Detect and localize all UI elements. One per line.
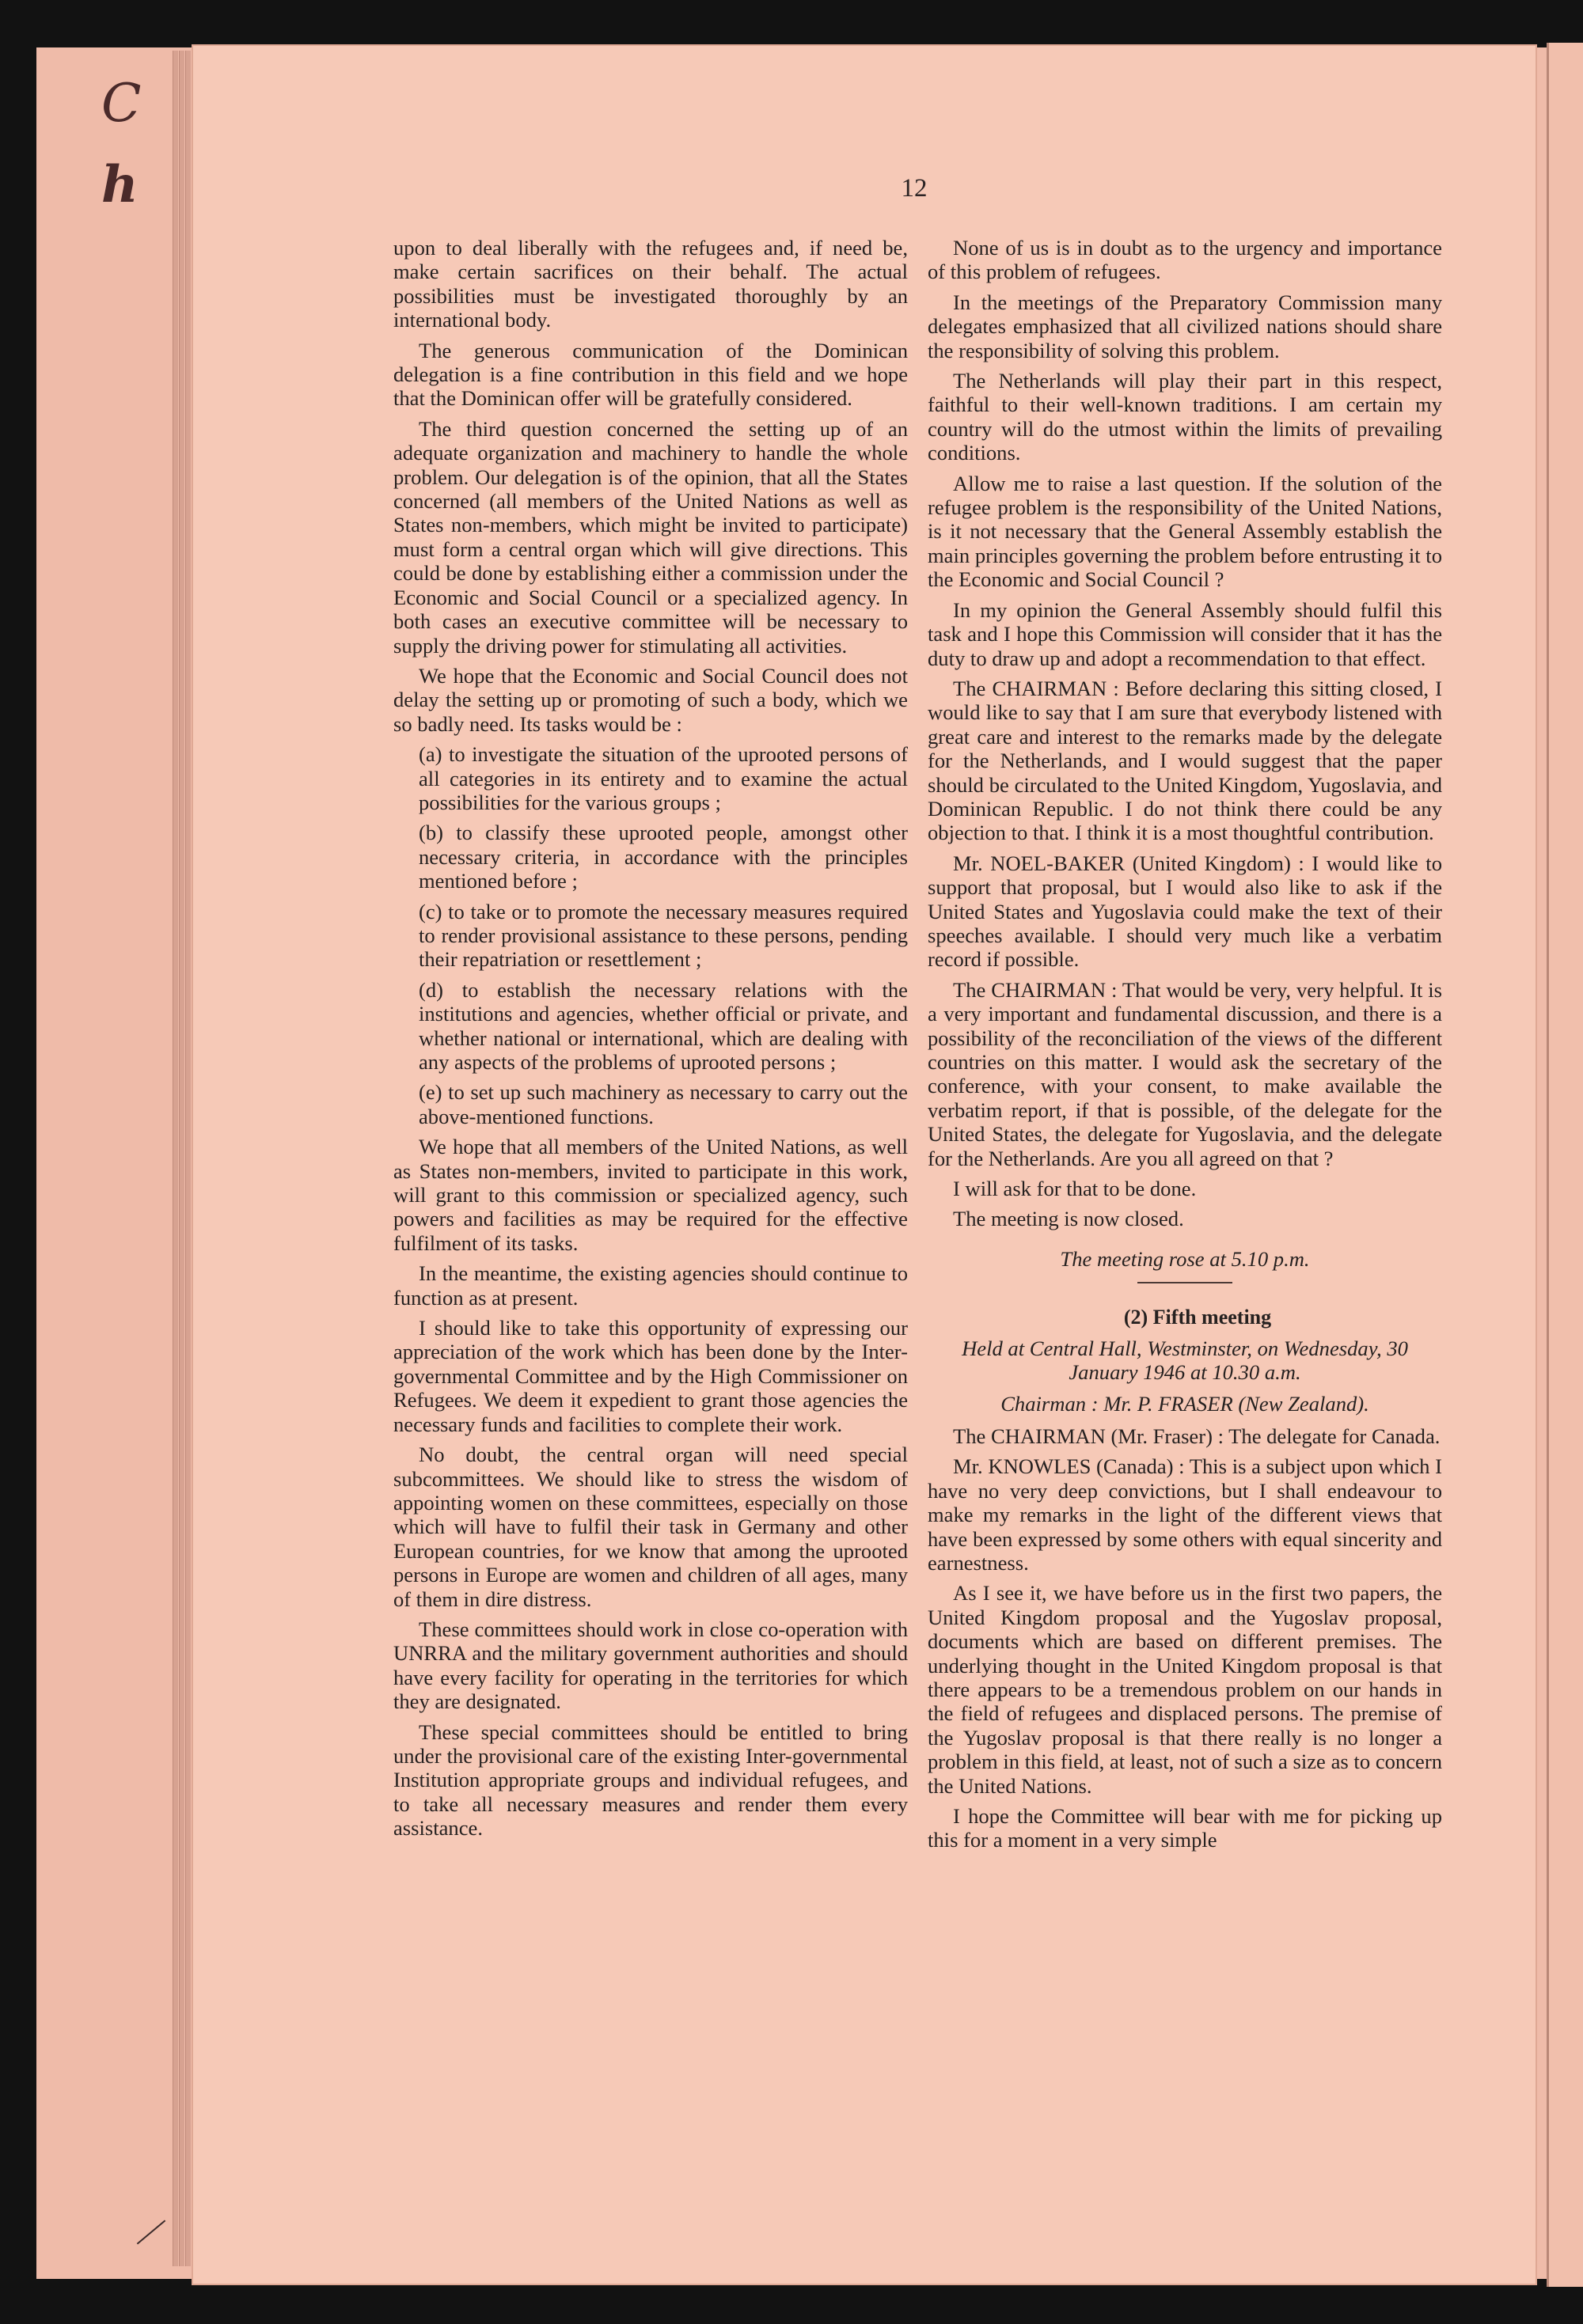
list-item: (e) to set up such machinery as necessary to carry out the above-mentioned functions. [419, 1080, 908, 1128]
paragraph: upon to deal liberally with the refugees and, if need be, make certain sacrifices on their behalf. The actual possibilities must be investigated thoroughly by an international body. [393, 236, 908, 332]
meeting-location: Held at Central Hall, Westminster, on Wednesday, 30 January 1946 at 10.30 a.m. [962, 1336, 1408, 1385]
page-edge [173, 51, 178, 2266]
page-edge [185, 51, 191, 2266]
paragraph: None of us is in doubt as to the urgency and importance of this problem of refugees. [928, 236, 1442, 284]
list-item: (a) to investigate the situation of the uprooted persons of all categories in its entirety and to examine the actual possibilities for the various groups ; [419, 742, 908, 814]
list-item: (b) to classify these uprooted people, amongst other necessary criteria, in accordance with the principles mentioned before ; [419, 821, 908, 893]
paragraph: Allow me to raise a last question. If the solution of the refugee problem is the responsibility of the United Nations, is it not necessary that the General Assembly establish the main principles governing the problem before entrusting it to the Economic and Social Council ? [928, 471, 1442, 592]
right-column [928, 236, 1442, 1859]
paragraph: The CHAIRMAN : Before declaring this sitting closed, I would like to say that I am sure that everybody listened with great care and interest to the remarks made by the delegate for the Netherlands, and I would suggest that the paper should be circulated to the United Kingdom, Yugoslavia, and Dominican Republic. I do not think there could be any objection to that. I think it is a most thoughtful contribution. [928, 676, 1442, 845]
list-item: (c) to take or to promote the necessary measures required to render provisional assistance to these persons, pending their repatriation or resettlement ; [419, 899, 908, 972]
paragraph: We hope that the Economic and Social Council does not delay the setting up or promoting of such a body, which we so badly need. Its tasks would be : [393, 663, 908, 736]
meeting-closing-line: The meeting rose at 5.10 p.m. [1060, 1246, 1310, 1271]
section-title: (2) Fifth meeting [1123, 1306, 1272, 1329]
paragraph: In the meetings of the Preparatory Commission many delegates emphasized that all civilized nations should share the responsibility of solving this problem. [928, 290, 1442, 362]
margin-mark-c: C [101, 73, 142, 134]
facing-page-edge [1547, 43, 1583, 2287]
list-item: (d) to establish the necessary relations with the institutions and agencies, whether official or private, and whether national or international, which are dealing with any aspects of the problems of uprooted persons ; [419, 977, 908, 1074]
margin-mark-h: h [101, 155, 139, 214]
paragraph: No doubt, the central organ will need special subcommittees. We should like to stress the wisdom of appointing women on these committees, especially on those which will have to fulfil their task in Germany and other European countries, for we know that among the uprooted persons in Europe are women and children of all ages, many of them in dire distress. [393, 1443, 908, 1611]
paragraph: The third question concerned the setting up of an adequate organization and machinery to handle the whole problem. Our delegation is of the opinion, that all the States concerned (all members of the United Nations as well as States non-members, which might be invited to participate) must form a central organ which will give directions. This could be done by establishing either a commission under the Economic and Social Council or a specialized agency. In both cases an executive committee will be necessary to supply the driving power for stimulating all activities. [393, 416, 908, 658]
paragraph: Mr. NOEL-BAKER (United Kingdom) : I would like to support that proposal, but I would also like to ask if the United States and Yugoslavia could make the text of their speeches available. I should very much like a verbatim record if possible. [928, 851, 1442, 972]
paragraph: The CHAIRMAN (Mr. Fraser) : The delegate for Canada. [953, 1424, 1441, 1448]
paragraph: In my opinion the General Assembly should fulfil this task and I hope this Commission will consider that it has the duty to draw up and adopt a recommendation to that effect. [928, 597, 1442, 670]
section-divider [1137, 1282, 1232, 1283]
paragraph: I will ask for that to be done. [953, 1177, 1197, 1201]
meeting-chairman: Chairman : Mr. P. FRASER (New Zealand). [1000, 1392, 1369, 1416]
paragraph: Mr. KNOWLES (Canada) : This is a subject upon which I have no very deep convictions, but I shall endeavour to make my remarks in the light of the different views that have been expressed by some others with equal sincerity and earnestness. [928, 1454, 1442, 1575]
page-edge [179, 51, 184, 2266]
paragraph: These special committees should be entitled to bring under the provisional care of the existing Inter-governmental Institution appropriate groups and individual refugees, and to take all necessary measures and render them every assistance. [393, 1719, 908, 1841]
paragraph: The meeting is now closed. [953, 1207, 1184, 1231]
paragraph: I hope the Committee will bear with me for picking up this for a moment in a very simple [928, 1803, 1442, 1852]
paragraph: I should like to take this opportunity of expressing our appreciation of the work which has been done by the Inter-governmental Committee and by the High Commissioner on Refugees. We deem it expedient to grant those agencies the necessary funds and facilities to complete their work. [393, 1316, 908, 1436]
paragraph: The Netherlands will play their part in this respect, faithful to their well-known traditions. I am certain my country will do the utmost within the limits of prevailing conditions. [928, 369, 1442, 465]
paragraph: We hope that all members of the United Nations, as well as States non-members, invited to participate in this work, will grant to this commission or specialized agency, such powers and facilities as may be required for the effective fulfilment of its tasks. [393, 1135, 908, 1255]
paragraph: The generous communication of the Dominican delegation is a fine contribution in this field and we hope that the Dominican offer will be gratefully considered. [393, 338, 908, 411]
paragraph: As I see it, we have before us in the first two papers, the United Kingdom proposal and the Yugoslav proposal, documents which are based on different premises. The underlying thought in the United Kingdom proposal is that there appears to be a tremendous problem on our hands in the field of refugees and displaced persons. The premise of the Yugoslav proposal is that there really is no longer a problem in this field, at least, not of such a size as to concern the United Nations. [928, 1581, 1442, 1798]
paragraph: The CHAIRMAN : That would be very, very helpful. It is a very important and fundamental discussion, and there is a possibility of the reconciliation of the views of the different countries on this matter. I would ask the secretary of the conference, with your consent, to make available the verbatim report, if that is possible, of the delegate for the United States, the delegate for Yugoslavia, and the delegate for the Netherlands. Are you all agreed on that ? [928, 977, 1442, 1170]
page-number: 12 [901, 174, 928, 203]
left-column [393, 236, 908, 1847]
paragraph: In the meantime, the existing agencies should continue to function as at present. [393, 1261, 908, 1310]
paragraph: These committees should work in close co-operation with UNRRA and the military government authorities and should have every facility for operating in the territories for which they are designated. [393, 1617, 908, 1714]
